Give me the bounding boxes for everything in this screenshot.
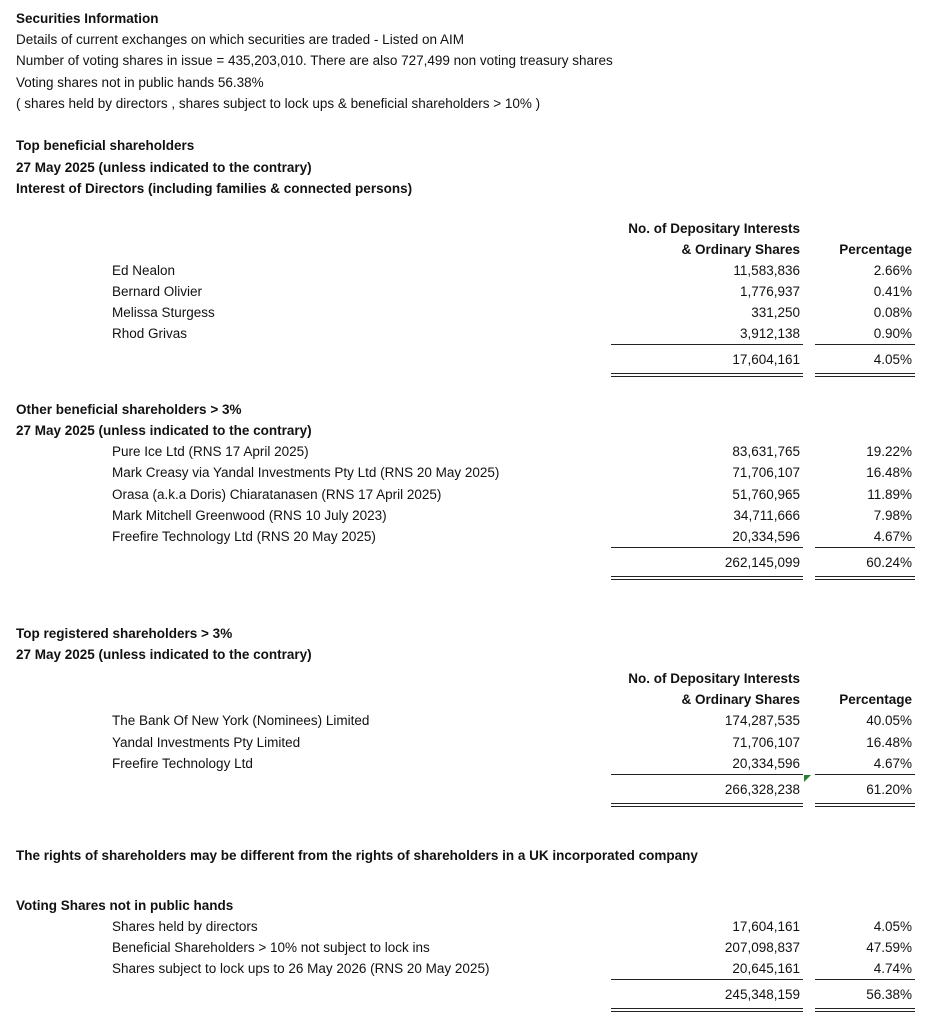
table-row-shares: 34,711,666 bbox=[733, 508, 800, 523]
table-row-name: Freefire Technology Ltd (RNS 20 May 2025) bbox=[112, 529, 376, 544]
table-row-name: Freefire Technology Ltd bbox=[112, 756, 253, 771]
top-beneficial-title: Top beneficial shareholders bbox=[16, 138, 195, 153]
table-row-name: The Bank Of New York (Nominees) Limited bbox=[112, 713, 370, 728]
table-row-shares: 1,776,937 bbox=[739, 284, 800, 299]
table-row-percentage: 4.74% bbox=[873, 961, 912, 976]
securities-exchanges-line: Details of current exchanges on which securities are traded - Listed on AIM bbox=[16, 32, 464, 47]
total-double-rule bbox=[611, 803, 803, 807]
table-row-shares: 17,604,161 bbox=[732, 919, 800, 934]
directors-interest-subtitle: Interest of Directors (including families & connected persons) bbox=[16, 181, 413, 196]
percentage-column-header: Percentage bbox=[839, 692, 912, 707]
top-beneficial-date: 27 May 2025 (unless indicated to the contrary) bbox=[16, 160, 312, 175]
table-row-shares: 71,706,107 bbox=[732, 465, 800, 480]
table-row-percentage: 0.90% bbox=[873, 326, 912, 341]
percentage-column-header: Percentage bbox=[839, 242, 912, 257]
table-row-name: Mark Creasy via Yandal Investments Pty Ltd (RNS 20 May 2025) bbox=[112, 465, 500, 480]
table-row-name: Orasa (a.k.a Doris) Chiaratanasen (RNS 17 April 2025) bbox=[112, 487, 442, 502]
table-row-percentage: 40.05% bbox=[866, 713, 912, 728]
subtotal-rule bbox=[611, 344, 803, 345]
table-row-percentage: 16.48% bbox=[866, 465, 912, 480]
table-row-percentage: 16.48% bbox=[866, 735, 912, 750]
shares-column-header-line2: & Ordinary Shares bbox=[681, 242, 800, 257]
securities-not-public-line: Voting shares not in public hands 56.38% bbox=[16, 75, 264, 90]
total-double-rule bbox=[815, 576, 915, 580]
other-beneficial-date: 27 May 2025 (unless indicated to the contrary) bbox=[16, 423, 312, 438]
table-row-percentage: 47.59% bbox=[866, 940, 912, 955]
table-row-name: Pure Ice Ltd (RNS 17 April 2025) bbox=[112, 444, 309, 459]
table-row-shares: 83,631,765 bbox=[732, 444, 800, 459]
subtotal-rule bbox=[815, 774, 915, 775]
total-percentage: 4.05% bbox=[873, 352, 912, 367]
table-row-shares: 174,287,535 bbox=[724, 713, 800, 728]
total-double-rule bbox=[611, 1008, 803, 1012]
table-row-shares: 51,760,965 bbox=[732, 487, 800, 502]
table-row-name: Shares held by directors bbox=[112, 919, 258, 934]
total-shares: 17,604,161 bbox=[732, 352, 800, 367]
table-row-shares: 11,583,836 bbox=[733, 263, 800, 278]
table-row-name: Bernard Olivier bbox=[112, 284, 203, 299]
securities-title: Securities Information bbox=[16, 11, 159, 26]
shares-column-header-line1: No. of Depositary Interests bbox=[628, 221, 800, 236]
table-row-percentage: 4.67% bbox=[873, 529, 912, 544]
total-percentage: 61.20% bbox=[866, 782, 912, 797]
total-double-rule bbox=[815, 803, 915, 807]
table-row-name: Yandal Investments Pty Limited bbox=[112, 735, 301, 750]
total-shares: 262,145,099 bbox=[724, 555, 800, 570]
table-row-percentage: 0.41% bbox=[873, 284, 912, 299]
table-row-name: Melissa Sturgess bbox=[112, 305, 215, 320]
cell-comment-marker bbox=[804, 775, 811, 782]
total-double-rule bbox=[815, 1008, 915, 1012]
securities-voting-shares-line: Number of voting shares in issue = 435,203,010. There are also 727,499 non voting treasury shares bbox=[16, 53, 613, 68]
table-row-percentage: 11.89% bbox=[867, 487, 912, 502]
table-row-name: Beneficial Shareholders > 10% not subject to lock ins bbox=[112, 940, 430, 955]
table-row-name: Ed Nealon bbox=[112, 263, 176, 278]
table-row-name: Rhod Grivas bbox=[112, 326, 188, 341]
table-row-shares: 3,912,138 bbox=[739, 326, 800, 341]
subtotal-rule bbox=[815, 979, 915, 980]
table-row-name: Shares subject to lock ups to 26 May 2026 (RNS 20 May 2025) bbox=[112, 961, 490, 976]
subtotal-rule bbox=[611, 979, 803, 980]
table-row-percentage: 7.98% bbox=[873, 508, 912, 523]
subtotal-rule bbox=[611, 547, 803, 548]
table-row-percentage: 4.05% bbox=[873, 919, 912, 934]
top-registered-date: 27 May 2025 (unless indicated to the contrary) bbox=[16, 647, 312, 662]
voting-not-public-title: Voting Shares not in public hands bbox=[16, 898, 234, 913]
table-row-shares: 331,250 bbox=[751, 305, 800, 320]
subtotal-rule bbox=[815, 547, 915, 548]
table-row-name: Mark Mitchell Greenwood (RNS 10 July 2023) bbox=[112, 508, 387, 523]
rights-note: The rights of shareholders may be different from the rights of shareholders in a UK incorporated company bbox=[16, 848, 698, 863]
total-double-rule bbox=[611, 373, 803, 377]
table-row-shares: 71,706,107 bbox=[732, 735, 800, 750]
table-row-percentage: 4.67% bbox=[873, 756, 912, 771]
total-shares: 266,328,238 bbox=[724, 782, 800, 797]
subtotal-rule bbox=[611, 774, 803, 775]
top-registered-title: Top registered shareholders > 3% bbox=[16, 626, 233, 641]
table-row-shares: 20,334,596 bbox=[732, 756, 800, 771]
table-row-shares: 207,098,837 bbox=[724, 940, 800, 955]
securities-note-line: ( shares held by directors , shares subject to lock ups & beneficial shareholders > 10% ) bbox=[16, 96, 541, 111]
total-shares: 245,348,159 bbox=[724, 987, 800, 1002]
other-beneficial-title: Other beneficial shareholders > 3% bbox=[16, 402, 242, 417]
table-row-shares: 20,334,596 bbox=[732, 529, 800, 544]
shares-column-header-line1: No. of Depositary Interests bbox=[628, 671, 800, 686]
total-double-rule bbox=[815, 373, 915, 377]
table-row-percentage: 0.08% bbox=[873, 305, 912, 320]
table-row-percentage: 19.22% bbox=[866, 444, 912, 459]
table-row-percentage: 2.66% bbox=[873, 263, 912, 278]
table-row-shares: 20,645,161 bbox=[732, 961, 800, 976]
total-percentage: 60.24% bbox=[866, 555, 912, 570]
total-percentage: 56.38% bbox=[866, 987, 912, 1002]
shares-column-header-line2: & Ordinary Shares bbox=[681, 692, 800, 707]
total-double-rule bbox=[611, 576, 803, 580]
subtotal-rule bbox=[815, 344, 915, 345]
